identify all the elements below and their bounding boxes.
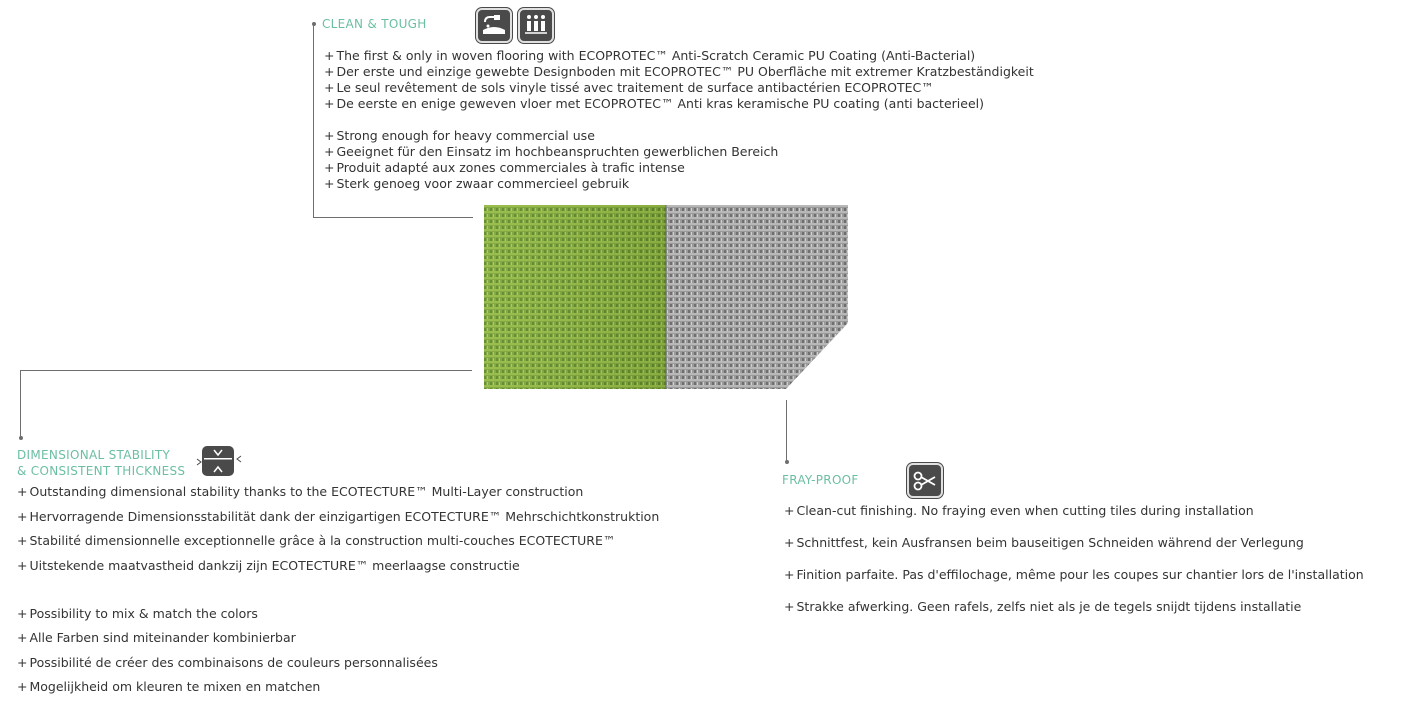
fray-line-2: + Schnittfest, kein Ausfransen beim bauseitigen Schneiden während der Verlegung	[784, 535, 1304, 550]
stability-heading-line2: & CONSISTENT THICKNESS	[17, 464, 186, 478]
clean-connector-vertical	[313, 24, 314, 218]
clean-line-1: + The first & only in woven flooring with ECOPROTEC™ Anti-Scratch Ceramic PU Coating (Anti-Bacterial)	[324, 48, 976, 63]
stability-line-6: + Alle Farben sind miteinander kombinierbar	[17, 630, 296, 645]
spill-wipe-icon	[476, 8, 512, 43]
stability-connector-vertical	[20, 370, 21, 438]
stability-line-3: + Stabilité dimensionnelle exceptionnelle grâce à la construction multi-couches ECOTECTURE™	[17, 533, 616, 548]
clean-connector-horizontal	[313, 217, 473, 218]
stability-heading-line1: DIMENSIONAL STABILITY	[17, 448, 171, 462]
fray-line-3: + Finition parfaite. Pas d'effilochage, même pour les coupes sur chantier lors de l'installation	[784, 567, 1364, 582]
stability-line-7: + Possibilité de créer des combinaisons de couleurs personnalisées	[17, 655, 438, 670]
clean-line-5: + Strong enough for heavy commercial use	[324, 128, 595, 143]
stability-line-5: + Possibility to mix & match the colors	[17, 606, 258, 621]
stability-line-4: + Uitstekende maatvastheid dankzij zijn ECOTECTURE™ meerlaagse constructie	[17, 558, 520, 573]
clean-line-7: + Produit adapté aux zones commerciales à trafic intense	[324, 160, 685, 175]
stability-line-8: + Mogelijkheid om kleuren te mixen en matchen	[17, 679, 321, 694]
clean-line-4: + De eerste en enige geweven vloer met ECOPROTEC™ Anti kras keramische PU coating (anti bacterieel)	[324, 96, 984, 111]
fray-connector-vertical	[786, 400, 787, 462]
stability-line-1: + Outstanding dimensional stability thanks to the ECOTECTURE™ Multi-Layer construction	[17, 484, 584, 499]
fray-line-4: + Strakke afwerking. Geen rafels, zelfs niet als je de tegels snijdt tijdens installatie	[784, 599, 1302, 614]
clean-line-3: + Le seul revêtement de sols vinyle tissé avec traitement de surface antibactérien ECOPROTEC™	[324, 80, 934, 95]
clean-line-6: + Geeignet für den Einsatz im hochbeanspruchten gewerblichen Bereich	[324, 144, 779, 159]
flooring-sample-image	[484, 205, 848, 389]
fray-proof-heading: FRAY-PROOF	[782, 473, 859, 487]
fray-line-1: + Clean-cut finishing. No fraying even when cutting tiles during installation	[784, 503, 1254, 518]
thickness-icon	[196, 444, 242, 478]
heavy-traffic-icon	[518, 8, 554, 43]
clean-tough-heading: CLEAN & TOUGH	[322, 17, 427, 31]
stability-line-2: + Hervorragende Dimensionsstabilität dank der einzigartigen ECOTECTURE™ Mehrschichtkonstruktion	[17, 509, 660, 524]
fray-connector-dot	[785, 460, 789, 464]
scissors-icon	[907, 463, 943, 498]
stability-connector-horizontal	[20, 370, 472, 371]
clean-line-2: + Der erste und einzige gewebte Designboden mit ECOPROTEC™ PU Oberfläche mit extremer Kratzbeständigkeit	[324, 64, 1034, 79]
clean-line-8: + Sterk genoeg voor zwaar commercieel gebruik	[324, 176, 630, 191]
stability-connector-dot	[19, 436, 23, 440]
